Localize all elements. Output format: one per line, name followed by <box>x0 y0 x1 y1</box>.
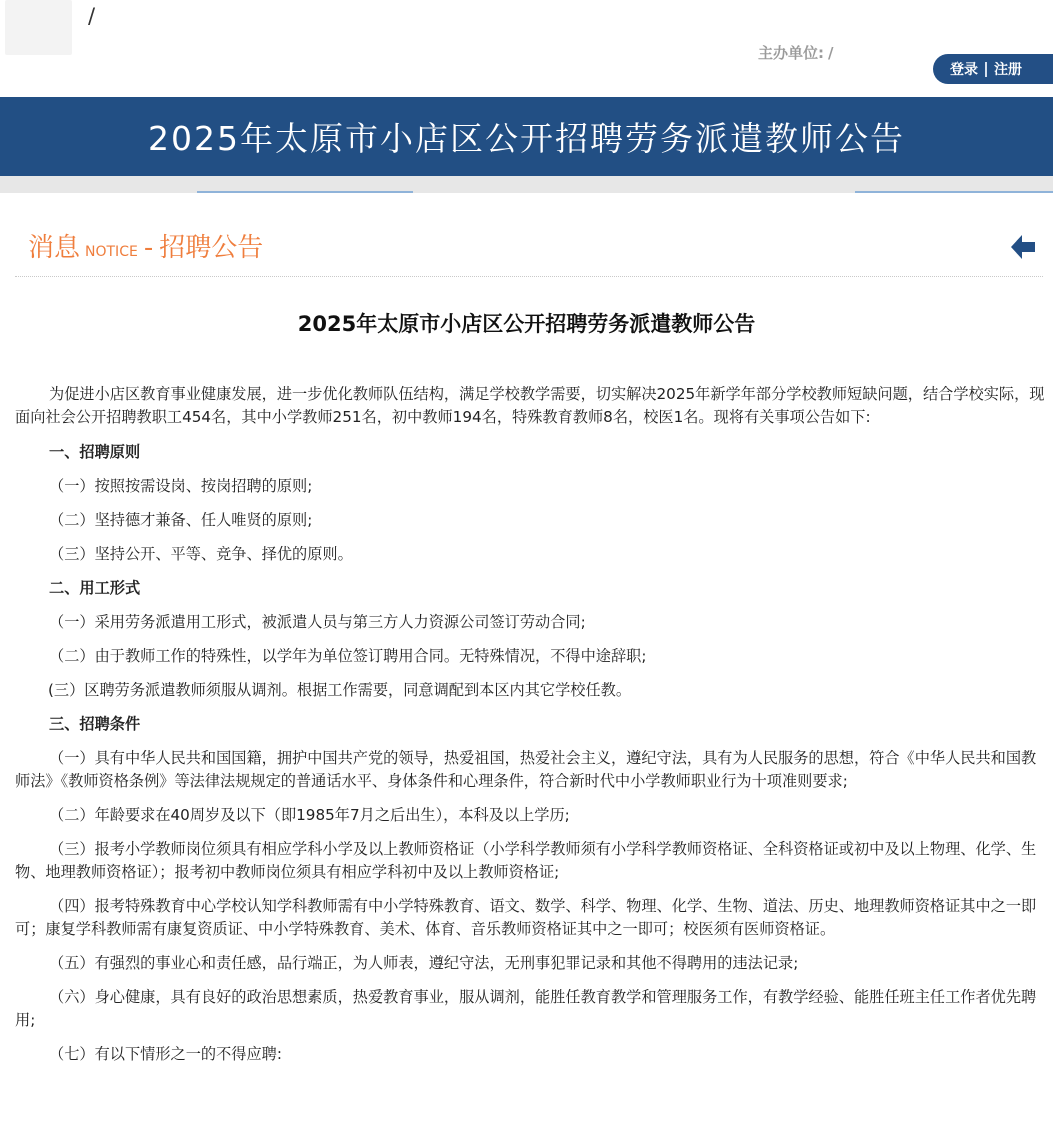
sponsor-value: / <box>828 44 834 62</box>
list-item: (三）区聘劳务派遣教师须服从调剂。根据工作需要，同意调配到本区内其它学校任教。 <box>48 681 632 699</box>
title-banner <box>0 97 1053 176</box>
auth-bar <box>933 54 1053 84</box>
section-category[interactable]: 招聘公告 <box>159 233 264 263</box>
site-logo[interactable] <box>5 0 72 55</box>
auth-divider <box>985 62 987 77</box>
list-item: （二）坚持德才兼备、任人唯贤的原则; <box>49 511 313 529</box>
banner-title: 2025年太原市小店区公开招聘劳务派遣教师公告 <box>148 119 905 158</box>
back-arrow-icon[interactable] <box>1008 232 1038 262</box>
section-heading: 三、招聘条件 <box>49 715 141 733</box>
list-item: （六）身心健康，具有良好的政治思想素质，热爱教育事业，服从调剂，能胜任教育教学和管理服务工作，有教学经验、能胜任班主任工作者优先聘用; <box>15 988 1037 1029</box>
divider <box>15 276 1043 277</box>
list-item: （三）报考小学教师岗位须具有相应学科小学及以上教师资格证（小学科学教师须有小学科学教师资格证、全科资格证或初中及以上物理、化学、生物、地理教师资格证）；报考初中教师岗位须具有相应学科初中及以上教师资格证; <box>15 840 1037 881</box>
nav-strip <box>0 176 1053 193</box>
article-title: 2025年太原市小店区公开招聘劳务派遣教师公告 <box>297 312 756 336</box>
register-link[interactable]: 注册 <box>994 62 1022 78</box>
list-item: （七）有以下情形之一的不得应聘: <box>49 1045 282 1063</box>
section-name: 消息 <box>28 233 81 263</box>
list-item: （一）按照按需设岗、按岗招聘的原则; <box>49 477 313 495</box>
breadcrumb-separator: / <box>88 4 96 28</box>
list-item: （二）年龄要求在40周岁及以下（即1985年7月之后出生），本科及以上学历; <box>49 806 570 824</box>
list-item: （四）报考特殊教育中心学校认知学科教师需有中小学特殊教育、语文、数学、科学、物理、化学、生物、道法、历史、地理教师资格证其中之一即可；康复学科教师需有康复资质证、中小学特殊教育、美术、体育、音乐教师资格证其中之一即可；校医须有医师资格证。 <box>15 897 1037 938</box>
nav-indicator-right <box>855 191 1053 193</box>
section-heading: 二、用工形式 <box>49 579 141 597</box>
list-item: （一）采用劳务派遣用工形式，被派遣人员与第三方人力资源公司签订劳动合同; <box>49 613 586 631</box>
article-body <box>15 383 1045 1077</box>
sponsor-label: 主办单位: <box>758 44 824 62</box>
article-intro: 为促进小店区教育事业健康发展，进一步优化教师队伍结构，满足学校教学需要，切实解决2025年新学年部分学校教师短缺问题，结合学校实际，现面向社会公开招聘教职工454名，其中小学教师251名，初中教师194名，特殊教育教师8名，校医1名。现将有关事项公告如下: <box>15 385 1045 426</box>
section-heading: 一、招聘原则 <box>49 443 141 461</box>
list-item: （三）坚持公开、平等、竞争、择优的原则。 <box>49 545 353 563</box>
login-link[interactable]: 登录 <box>950 62 978 78</box>
list-item: （五）有强烈的事业心和责任感，品行端正，为人师表，遵纪守法，无刑事犯罪记录和其他不得聘用的违法记录; <box>49 954 799 972</box>
section-name-en: NOTICE <box>85 244 138 260</box>
list-item: （一）具有中华人民共和国国籍，拥护中国共产党的领导，热爱祖国，热爱社会主义，遵纪守法，具有为人民服务的思想，符合《中华人民共和国教师法》《教师资格条例》等法律法规规定的普通话水平、身体条件和心理条件，符合新时代中小学教师职业行为十项准则要求; <box>15 749 1037 790</box>
section-separator: - <box>143 233 154 263</box>
section-header <box>28 227 263 264</box>
sponsor-info <box>758 42 833 63</box>
top-bar <box>0 0 1053 97</box>
nav-indicator-left <box>197 191 413 193</box>
list-item: （二）由于教师工作的特殊性，以学年为单位签订聘用合同。无特殊情况，不得中途辞职; <box>49 647 647 665</box>
